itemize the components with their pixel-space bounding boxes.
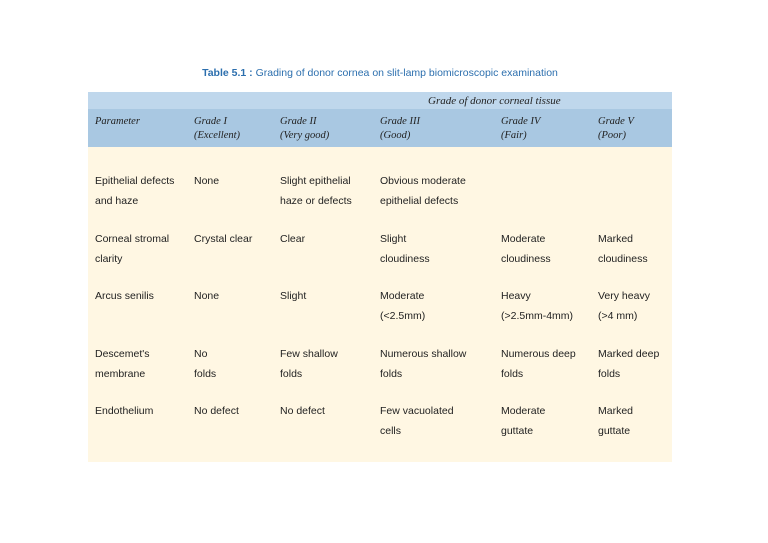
table-cell xyxy=(598,287,693,326)
cell-text: membrane xyxy=(95,367,146,380)
cell-text: Slight xyxy=(380,233,407,245)
table-cell xyxy=(194,172,289,192)
cell-text: cloudiness xyxy=(501,252,551,265)
cell-text: No xyxy=(194,348,208,360)
cell-text: cloudiness xyxy=(380,252,430,265)
table-cell xyxy=(194,345,289,384)
table-cell xyxy=(95,287,190,307)
table-cell xyxy=(280,345,375,384)
table-cell xyxy=(280,287,375,307)
table-cell xyxy=(95,402,190,422)
cell-text: Corneal stromal xyxy=(95,233,170,245)
cell-text: cells xyxy=(380,424,402,437)
cell-text: epithelial defects xyxy=(380,194,459,207)
cell-text: No defect xyxy=(280,405,325,417)
table-cell xyxy=(280,402,375,422)
column-header-line1: Grade II xyxy=(280,116,317,127)
table-cell xyxy=(380,230,475,269)
cell-text: Numerous deep xyxy=(501,348,576,360)
table-cell xyxy=(194,287,289,307)
cell-text: Heavy xyxy=(501,290,531,302)
table-cell xyxy=(380,172,475,211)
cell-text: Slight xyxy=(280,290,307,302)
cell-text: and haze xyxy=(95,194,139,207)
table-cell xyxy=(194,402,289,422)
table-cell xyxy=(380,402,475,441)
cell-text: folds xyxy=(280,367,303,380)
cell-text: None xyxy=(194,290,220,302)
cell-text: Moderate xyxy=(501,405,546,417)
cell-text: Epithelial defects xyxy=(95,175,175,187)
table-caption xyxy=(88,67,672,79)
cell-text: Descemet's xyxy=(95,348,150,360)
table-header xyxy=(88,92,672,147)
cell-text: folds xyxy=(501,367,524,380)
column-header-line1: Grade IV xyxy=(501,116,541,127)
cell-text: Numerous shallow xyxy=(380,348,467,360)
cell-text: Marked xyxy=(598,405,634,417)
cell-text: guttate xyxy=(501,424,534,437)
table-cell xyxy=(280,172,375,211)
cell-text: Endothelium xyxy=(95,405,154,417)
cell-text: Clear xyxy=(280,233,306,245)
table-cell xyxy=(95,345,190,384)
column-header-grade-1 xyxy=(194,115,240,143)
column-header-grade-5 xyxy=(598,115,634,143)
cell-text: No defect xyxy=(194,405,239,417)
cell-text: cloudiness xyxy=(598,252,648,265)
column-header-parameter xyxy=(95,115,140,129)
cell-text: folds xyxy=(194,367,217,380)
cell-text: Marked deep xyxy=(598,348,660,360)
cell-text: Marked xyxy=(598,233,634,245)
table-cell xyxy=(194,230,289,250)
cell-text: (>4 mm) xyxy=(598,309,638,322)
caption-label: Table 5.1 : xyxy=(202,67,253,79)
table-cell xyxy=(598,402,693,441)
cell-text: Moderate xyxy=(380,290,425,302)
cell-text: guttate xyxy=(598,424,631,437)
header-group-band xyxy=(88,92,672,109)
cell-text: (>2.5mm-4mm) xyxy=(501,309,574,322)
grading-table xyxy=(88,92,672,462)
column-header-grade-2 xyxy=(280,115,329,143)
table-cell xyxy=(380,287,475,326)
cell-text: Arcus senilis xyxy=(95,290,154,302)
column-header-grade-3 xyxy=(380,115,420,143)
cell-text: Slight epithelial xyxy=(280,175,351,187)
table-cell xyxy=(501,287,596,326)
cell-text: Crystal clear xyxy=(194,233,253,245)
cell-text: Very heavy xyxy=(598,290,650,302)
table-cell xyxy=(95,230,190,269)
column-header-line2: (Excellent) xyxy=(194,130,241,141)
cell-text: Few shallow xyxy=(280,348,338,360)
column-header-line2: (Very good) xyxy=(280,130,330,141)
cell-text: folds xyxy=(380,367,403,380)
column-header-line2: (Good) xyxy=(380,130,411,141)
cell-text: clarity xyxy=(95,252,123,265)
column-header-line1: Grade III xyxy=(380,116,420,127)
column-header-line1: Grade V xyxy=(598,116,634,127)
column-header-grade-4 xyxy=(501,115,540,143)
cell-text: Moderate xyxy=(501,233,546,245)
group-header: Grade of donor corneal tissue xyxy=(428,95,561,107)
column-header-line1: Parameter xyxy=(95,116,140,127)
caption-text: Grading of donor cornea on slit-lamp biomicroscopic examination xyxy=(255,67,558,79)
table-cell xyxy=(598,345,693,384)
table-cell xyxy=(501,345,596,384)
cell-text: Obvious moderate xyxy=(380,175,466,187)
cell-text: None xyxy=(194,175,220,187)
table-cell xyxy=(280,230,375,250)
table-cell xyxy=(501,402,596,441)
cell-text: haze or defects xyxy=(280,194,352,207)
cell-text: folds xyxy=(598,367,621,380)
cell-text: Few vacuolated xyxy=(380,405,454,417)
column-header-line2: (Fair) xyxy=(501,130,527,141)
table-cell xyxy=(380,345,475,384)
table-cell xyxy=(95,172,190,211)
table-cell xyxy=(598,230,693,269)
cell-text: (<2.5mm) xyxy=(380,309,426,322)
table-cell xyxy=(501,230,596,269)
column-header-line2: (Poor) xyxy=(598,130,626,141)
column-header-line1: Grade I xyxy=(194,116,227,127)
